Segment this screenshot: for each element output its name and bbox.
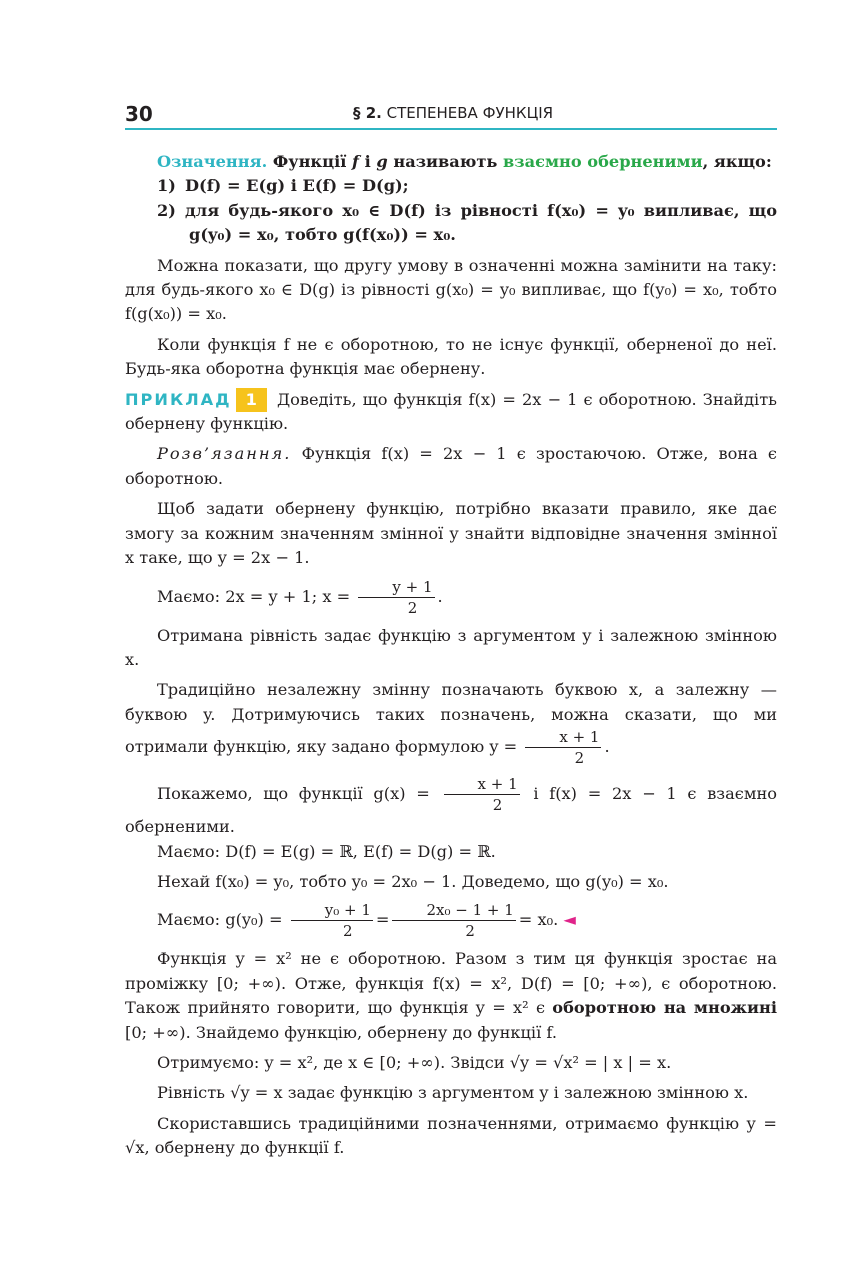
example-task-text: Доведіть, що функція f(x) = 2x − 1 є оборотною. Знайдіть обернену функцію. xyxy=(125,389,777,434)
end-of-solution-icon: ◄ xyxy=(563,910,576,930)
paragraph-1: Можна показати, що другу умову в означенні можна замінити на таку: для будь-якого x₀ ∈ D(g) із рівності g(x₀) = y₀ випливає, що f(y₀) = x₀, тобто f(g(x₀)) = x₀. xyxy=(125,255,777,324)
definition-item-1: 1) D(f) = E(g) і E(f) = D(g); xyxy=(157,176,409,196)
definition-text-b: називають xyxy=(393,152,498,171)
example-number: 1 xyxy=(236,388,267,412)
section-title xyxy=(353,104,553,122)
solution-step-5: Традиційно незалежну змінну позначають буквою x, а залежну — буквою y. Дотримуючись таких позначень, можна сказати, що ми отримали функцію, яку задано формулою y = $\frac{x + 1}{2}$ . xyxy=(125,680,777,768)
solution-step-9: Маємо: g(y₀) = $\frac{\text{y₀ + 1}}{2}$ = $\frac{\text{2x₀ − 1 + 1}}{2}$ = x₀. ◄ xyxy=(157,901,576,941)
bold-term: оборотною на множині xyxy=(552,998,777,1018)
solution-text: Функція f(x) = 2x − 1 є зростаючою. Отже, вона є оборотною. xyxy=(125,444,777,488)
paragraph-2: Коли функція f не є оборотною, то не існує функції, оберненої до неї. Будь-яка оборотна функція має обернену. xyxy=(125,334,777,379)
after-paragraph-1: Функція y = x² не є оборотною. Разом з тим ця функція зростає на проміжку [0; +∞). Отже, функція f(x) = x², D(f) = [0; +∞), є оборотною. Також прийнято говорити, що функція y = x² є оборотною на множині [0; +∞). Знайдемо функцію, обернену до функції f. xyxy=(125,949,777,1042)
fraction-1: $\frac{y + 1}{2}$ xyxy=(358,577,434,618)
definition-block: Означення. Функції f і g називають взаємно оберненими, якщо: xyxy=(157,152,772,171)
definition-text-a: Функції xyxy=(272,152,347,171)
fraction-4: $\frac{\text{y₀ + 1}}{2}$ xyxy=(291,900,373,941)
example-task xyxy=(125,388,777,437)
definition-highlight: взаємно оберненими xyxy=(503,152,703,171)
fraction-3: $\frac{x + 1}{2}$ xyxy=(444,774,520,815)
fraction-2: $\frac{x + 1}{2}$ xyxy=(525,727,601,768)
page-header xyxy=(125,98,777,130)
page-content xyxy=(125,150,777,1161)
solution-intro xyxy=(125,442,777,491)
page-number: 30 xyxy=(125,102,153,126)
solution-step-6: Покажемо, що функції g(x) = $\frac{x + 1}{2}$ і f(x) = 2x − 1 є взаємно оберненими. xyxy=(125,775,777,837)
section-name: СТЕПЕНЕВА ФУНКЦІЯ xyxy=(386,104,554,122)
section-mark: § 2. xyxy=(353,104,382,122)
example-label: ПРИКЛАД xyxy=(125,389,232,409)
solution-step-2: Щоб задати обернену функцію, потрібно вказати правило, яке дає змогу за кожним значенням змінної y знайти відповідне значення змінної x таке, що y = 2x − 1. xyxy=(125,499,777,568)
after-paragraph-3: Рівність √y = x задає функцію з аргументом y і залежною змінною x. xyxy=(157,1083,749,1103)
definition-item-2: 2) для будь-якого x₀ ∈ D(f) із рівності f(x₀) = y₀ випливає, що g(y₀) = x₀, тобто g(f(x₀)) = x₀. xyxy=(157,200,777,245)
solution-step-8: Нехай f(x₀) = y₀, тобто y₀ = 2x₀ − 1. Доведемо, що g(y₀) = x₀. xyxy=(157,871,669,891)
solution-step-7: Маємо: D(f) = E(g) = ℝ, E(f) = D(g) = ℝ. xyxy=(157,841,496,861)
solution-step-3: Маємо: 2x = y + 1; x = $\frac{y + 1}{2}$ . xyxy=(157,577,443,617)
definition-text-c: , якщо: xyxy=(702,152,772,171)
fraction-5: $\frac{\text{2x₀ − 1 + 1}}{2}$ xyxy=(392,900,515,941)
definition-label: Означення. xyxy=(157,152,268,171)
after-paragraph-4: Скориставшись традиційними позначеннями, отримаємо функцію y = √x, обернену до функції f. xyxy=(125,1113,777,1158)
solution-step-4: Отримана рівність задає функцію з аргументом y і залежною змінною x. xyxy=(125,625,777,669)
solution-label: Розв’язання. xyxy=(157,444,292,464)
after-paragraph-2: Отримуємо: y = x², де x ∈ [0; +∞). Звідси √y = √x² = | x | = x. xyxy=(157,1052,672,1072)
